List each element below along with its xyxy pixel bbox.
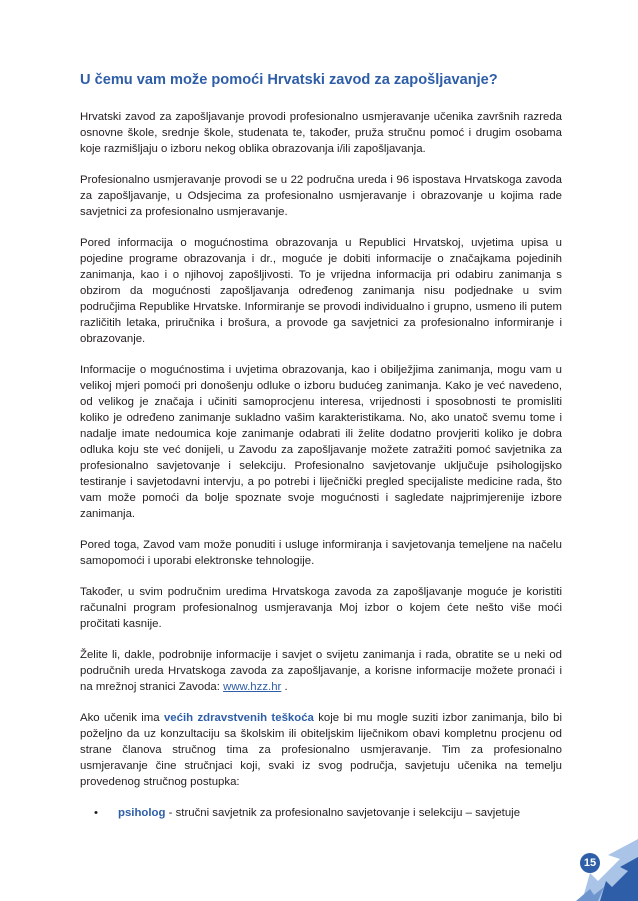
list-item-text: - stručni savjetnik za profesionalno savjetovanje i selekciju – savjetuje [165, 807, 521, 819]
paragraph-moj-izbor: Također, u svim područnim uredima Hrvatskoga zavoda za zapošljavanje moguće je koristiti računalni program profesionalnog usmjeravanja Moj izbor o kojem ćete nešto više moći pročitati kasnije. [80, 586, 562, 630]
page-content [80, 70, 562, 821]
list-item-term: psiholog [118, 807, 166, 819]
contact-text: Želite li, dakle, podrobnije informacije i savjet o svijetu zanimanja i rada, obratite se u neki od područnih ureda Hrvatskoga zavoda za zapošljavanje, a korisne informacije možete pronaći i na mrežnoj stranici Zavoda: [80, 649, 562, 693]
paragraph-contact [80, 647, 562, 695]
corner-arrows-decoration [568, 831, 638, 901]
health-highlight: većih zdravstvenih teškoća [163, 712, 314, 724]
list-item [80, 805, 562, 821]
paragraph-counseling: Informacije o mogućnostima i uvjetima obrazovanja, kao i obilježjima zanimanja, mogu vam u velikoj mjeri pomoći pri donošenju odluke o izboru budućeg zanimanja. Kako je već navedeno, od velikog je značaja i učiniti samoprocjenu interesa, vrijednosti i sposobnosti te promisliti koliko je određeno zanimanje sukladno vašim karakteristikama. No, ako unatoč svemu tome i nadalje imate nedoumica koje zanimanje odabrati ili želite dodatno provjeriti koliko je dobra odluka koju ste već donijeli, u Zavodu za zapošljavanje možete zatražiti pomoć savjetnika za profesionalno savjetovanje i selekciju. Profesionalno savjetovanje uključuje psihologijsko testiranje i savjetodavni intervju, a po potrebi i liječnički pregled specijaliste medicine rada, što vam može pomoći da bolje spoznate svoje mogućnosti i sagledate najprimjerenije izbore zanimanja. [80, 364, 562, 520]
health-text-rest: koje bi mu mogle suziti izbor zanimanja, bilo bi poželjno da uz konzultaciju sa školskim ili obiteljskim liječnikom obavi kompletnu procjenu od strane članova stručnog tima za profesionalno usmjeravanje. Tim za profesionalno usmjeravanje čine stručnjaci koji, svaki iz svog područja, savjetuju učenika na temelju provedenog stručnog postupka: [80, 712, 562, 788]
section-heading: U čemu vam može pomoći Hrvatski zavod za zapošljavanje? [80, 72, 498, 88]
paragraph-information: Pored informacija o mogućnostima obrazovanja u Republici Hrvatskoj, uvjetima upisa u pojedine programe obrazovanja i dr., moguće je dobiti informacije o značajkama pojedinih zanimanja, kao i o njihovoj zapošljivosti. To je vrijedna informacija pri odabiru zanimanja s obzirom da mogućnosti zapošljavanja određenog zanimanja nisu podjednake u svim područjima Republike Hrvatske. Informiranje se provodi individualno i grupno, usmeno ili putem različitih letaka, priručnika i brošura, a provode ga savjetnici za profesionalno informiranje i obrazovanje. [80, 237, 562, 345]
expert-list [80, 805, 562, 821]
bullet-icon: • [94, 807, 98, 819]
paragraph-health [80, 710, 562, 790]
paragraph-offices: Profesionalno usmjeravanje provodi se u 22 područna ureda i 96 ispostava Hrvatskoga zavoda za zapošljavanje, u Odsjecima za profesionalno usmjeravanje i obrazovanje u kojima rade savjetnici za profesionalno usmjeravanje. [80, 174, 562, 218]
page-number: 15 [580, 853, 600, 873]
paragraph-intro: Hrvatski zavod za zapošljavanje provodi profesionalno usmjeravanje učenika završnih razreda osnovne škole, srednje škole, studenata te, također, pruža stručnu pomoć i drugim osobama koje razmišljaju o izboru nekog oblika obrazovanja i/ili zapošljavanja. [80, 111, 562, 155]
contact-text-end: . [281, 681, 288, 693]
health-text-start: Ako učenik ima [80, 712, 164, 724]
hzz-website-link[interactable]: www.hzz.hr [223, 681, 282, 693]
paragraph-self-help: Pored toga, Zavod vam može ponuditi i usluge informiranja i savjetovanja temeljene na načelu samopomoći i uporabi elektronske tehnologije. [80, 539, 562, 567]
